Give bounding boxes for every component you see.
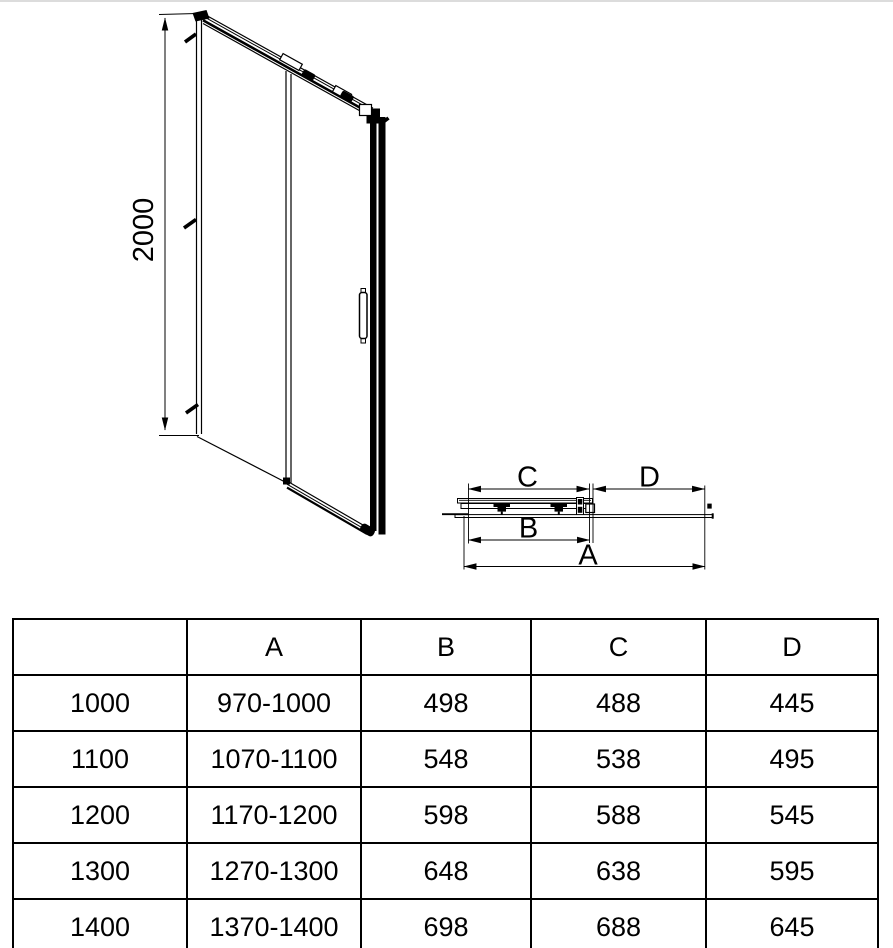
cell-b: 498 bbox=[361, 675, 531, 731]
cell-a: 1270-1300 bbox=[187, 843, 361, 899]
height-dimension-label: 2000 bbox=[128, 197, 160, 263]
cell-b: 598 bbox=[361, 787, 531, 843]
cell-c: 538 bbox=[531, 731, 706, 787]
glass-bottom-edge bbox=[197, 437, 287, 484]
cell-a: 970-1000 bbox=[187, 675, 361, 731]
row-size-label: 1200 bbox=[13, 787, 187, 843]
table-row bbox=[13, 731, 878, 787]
cell-d: 495 bbox=[706, 731, 878, 787]
cell-a: 1370-1400 bbox=[187, 899, 361, 948]
dim-label-b: B bbox=[518, 512, 539, 545]
cell-c: 488 bbox=[531, 675, 706, 731]
cell-b: 548 bbox=[361, 731, 531, 787]
cell-d: 445 bbox=[706, 675, 878, 731]
table-row bbox=[13, 899, 878, 948]
bottom-rail bbox=[283, 478, 376, 538]
cell-d: 645 bbox=[706, 899, 878, 948]
height-dimension bbox=[159, 14, 199, 436]
plan-sliding-panel bbox=[458, 499, 593, 509]
top-rail bbox=[203, 14, 373, 119]
cell-c: 638 bbox=[531, 843, 706, 899]
cell-c: 588 bbox=[531, 787, 706, 843]
header-c: C bbox=[531, 619, 706, 675]
plan-view-drawing bbox=[442, 462, 713, 572]
front-view-drawing bbox=[128, 10, 389, 538]
cell-d: 545 bbox=[706, 787, 878, 843]
cell-d: 595 bbox=[706, 843, 878, 899]
dim-label-c: C bbox=[517, 461, 538, 494]
cell-b: 648 bbox=[361, 843, 531, 899]
dim-label-a: A bbox=[578, 539, 598, 572]
size-spec-table bbox=[12, 618, 879, 948]
table-header-row bbox=[13, 619, 878, 675]
cell-a: 1170-1200 bbox=[187, 787, 361, 843]
cell-c: 688 bbox=[531, 899, 706, 948]
cell-a: 1070-1100 bbox=[187, 731, 361, 787]
header-d: D bbox=[706, 619, 878, 675]
table-row bbox=[13, 675, 878, 731]
row-size-label: 1300 bbox=[13, 843, 187, 899]
table-row bbox=[13, 787, 878, 843]
row-size-label: 1400 bbox=[13, 899, 187, 948]
middle-glass-edge bbox=[286, 71, 291, 483]
row-size-label: 1000 bbox=[13, 675, 187, 731]
header-b: B bbox=[361, 619, 531, 675]
table-row bbox=[13, 843, 878, 899]
dim-label-d: D bbox=[639, 461, 660, 494]
cell-b: 698 bbox=[361, 899, 531, 948]
door-handle bbox=[360, 289, 368, 344]
header-a: A bbox=[187, 619, 361, 675]
row-size-label: 1100 bbox=[13, 731, 187, 787]
header-size bbox=[13, 619, 187, 675]
